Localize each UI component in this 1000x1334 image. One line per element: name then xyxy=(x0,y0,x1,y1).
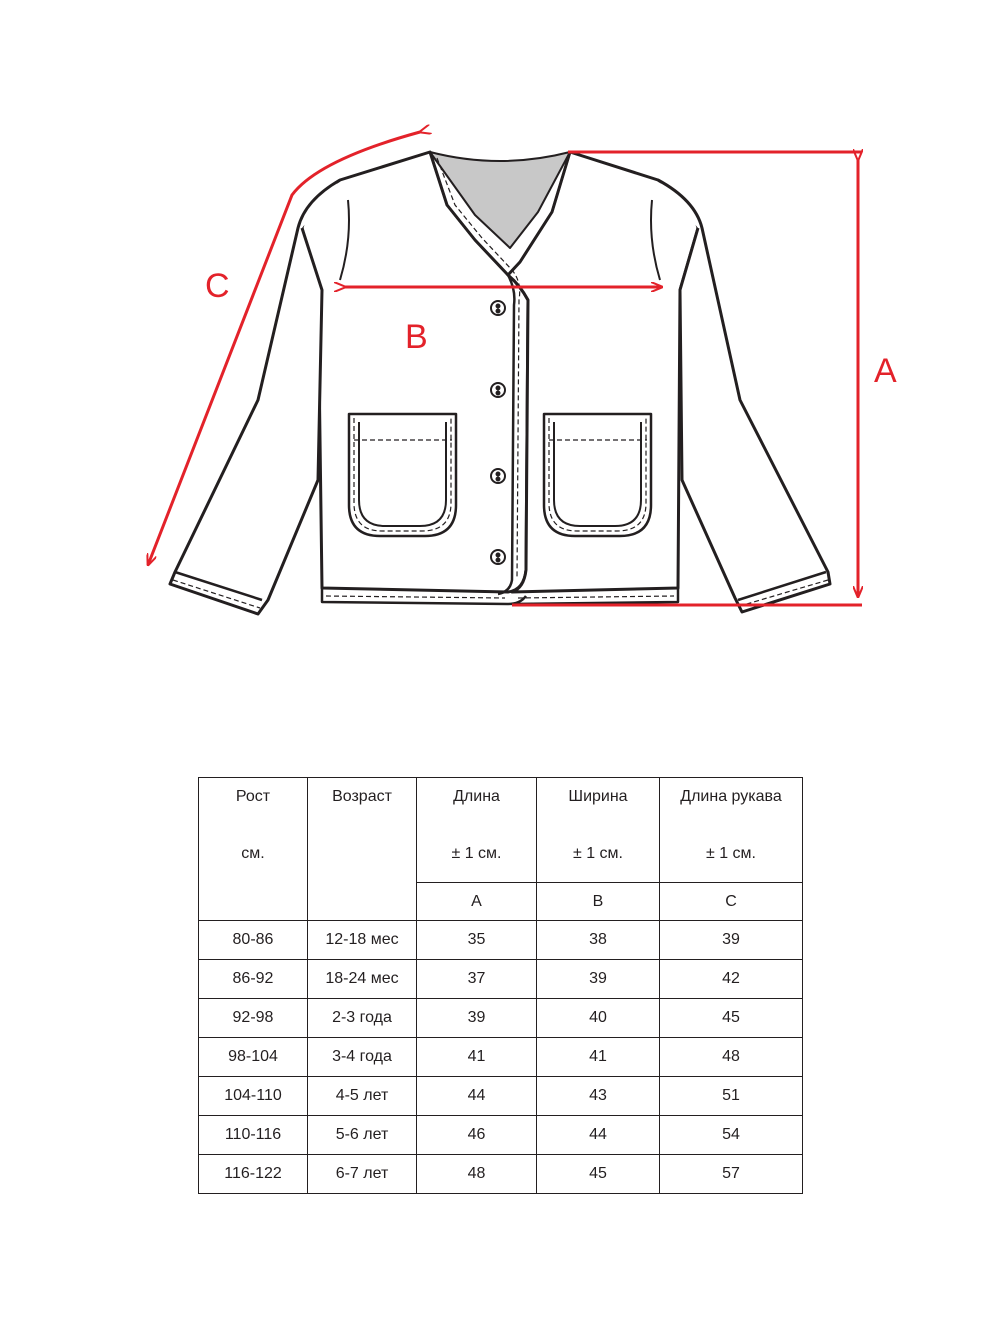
cell-sleeve: 48 xyxy=(660,1038,803,1077)
header-width-tolerance: ± 1 см. xyxy=(572,845,623,862)
cell-length: 46 xyxy=(417,1116,537,1155)
button-icon xyxy=(491,301,505,315)
cell-length: 35 xyxy=(417,921,537,960)
header-height-label: Рост xyxy=(235,788,271,805)
table-row xyxy=(199,1077,803,1116)
cell-age: 5-6 лет xyxy=(308,1116,417,1155)
cell-length: 48 xyxy=(417,1155,537,1194)
cell-height: 92-98 xyxy=(199,999,308,1038)
table-row xyxy=(199,921,803,960)
header-age xyxy=(308,778,417,921)
cell-age: 18-24 мес xyxy=(308,960,417,999)
cell-length: 44 xyxy=(417,1077,537,1116)
cell-height: 104-110 xyxy=(199,1077,308,1116)
label-a: A xyxy=(874,352,897,390)
cell-height: 110-116 xyxy=(199,1116,308,1155)
cell-height: 86-92 xyxy=(199,960,308,999)
cell-sleeve: 51 xyxy=(660,1077,803,1116)
cell-sleeve: 57 xyxy=(660,1155,803,1194)
button-icon xyxy=(491,550,505,564)
table-header-row xyxy=(199,778,803,883)
table-row xyxy=(199,999,803,1038)
header-width xyxy=(537,778,660,883)
cell-width: 40 xyxy=(537,999,660,1038)
cell-width: 43 xyxy=(537,1077,660,1116)
cell-width: 41 xyxy=(537,1038,660,1077)
cell-length: 39 xyxy=(417,999,537,1038)
cell-width: 38 xyxy=(537,921,660,960)
cell-sleeve: 42 xyxy=(660,960,803,999)
size-table xyxy=(198,777,803,1194)
button-icon xyxy=(491,383,505,397)
table-row xyxy=(199,1116,803,1155)
cell-age: 6-7 лет xyxy=(308,1155,417,1194)
cell-sleeve: 39 xyxy=(660,921,803,960)
header-height-unit: см. xyxy=(241,845,265,862)
label-b: B xyxy=(405,318,428,356)
cell-height: 116-122 xyxy=(199,1155,308,1194)
header-length-label: Длина xyxy=(453,788,500,805)
letter-b: B xyxy=(537,883,660,921)
table-row xyxy=(199,960,803,999)
cell-height: 98-104 xyxy=(199,1038,308,1077)
cell-length: 41 xyxy=(417,1038,537,1077)
cell-age: 12-18 мес xyxy=(308,921,417,960)
letter-a: A xyxy=(417,883,537,921)
letter-c: C xyxy=(660,883,803,921)
button-icon xyxy=(491,469,505,483)
cell-width: 45 xyxy=(537,1155,660,1194)
cell-length: 37 xyxy=(417,960,537,999)
header-length-tolerance: ± 1 см. xyxy=(451,845,502,862)
cell-age: 2-3 года xyxy=(308,999,417,1038)
cell-sleeve: 54 xyxy=(660,1116,803,1155)
cell-age: 4-5 лет xyxy=(308,1077,417,1116)
header-width-label: Ширина xyxy=(568,788,628,805)
table-row xyxy=(199,1038,803,1077)
cell-height: 80-86 xyxy=(199,921,308,960)
header-height xyxy=(199,778,308,921)
header-age-label: Возраст xyxy=(332,788,392,805)
cell-age: 3-4 года xyxy=(308,1038,417,1077)
hem-stitch xyxy=(326,596,674,598)
cell-width: 44 xyxy=(537,1116,660,1155)
header-length xyxy=(417,778,537,883)
cell-width: 39 xyxy=(537,960,660,999)
header-sleeve-tolerance: ± 1 см. xyxy=(705,845,756,862)
table-row xyxy=(199,1155,803,1194)
header-sleeve-label: Длина рукава xyxy=(680,788,782,805)
cell-sleeve: 45 xyxy=(660,999,803,1038)
label-c: C xyxy=(205,267,230,305)
header-sleeve xyxy=(660,778,803,883)
